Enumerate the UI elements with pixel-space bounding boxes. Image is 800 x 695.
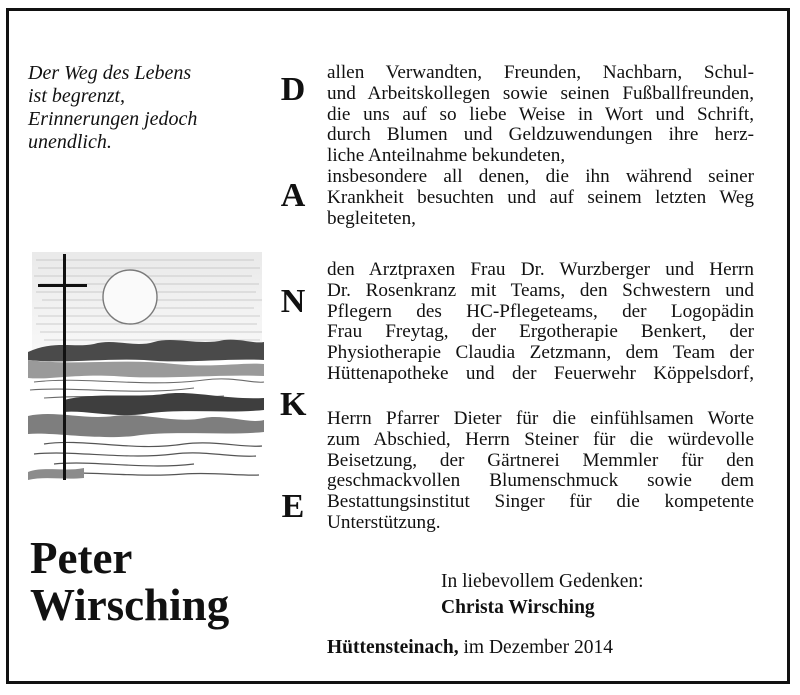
- thanks-paragraph-care: [327, 260, 754, 385]
- quote-line: Der Weg des Lebens: [28, 62, 192, 84]
- memory-line: In liebevollem Gedenken:: [441, 571, 644, 592]
- text-line: den Arztpraxen Frau Dr. Wurzberger und Herrn: [327, 259, 754, 280]
- date-text: im Dezember 2014: [463, 637, 613, 658]
- text-line: Hüttenapotheke und der Feuerwehr Köppelsdorf,: [327, 362, 754, 384]
- text-line: Unterstützung.: [327, 511, 441, 533]
- text-line: und Arbeitskollegen sowie seinen Fußballfreunden,: [327, 82, 754, 104]
- text-line: Bestattungsinstitut Singer für die kompetente: [327, 491, 754, 513]
- danke-letter-a: A: [280, 177, 306, 214]
- danke-letter-d: D: [280, 71, 306, 108]
- danke-letter-k: K: [280, 386, 307, 423]
- deceased-name: [30, 535, 229, 629]
- cross-landscape-drawing: [24, 248, 267, 488]
- cross-icon: [63, 254, 66, 480]
- text-line: allen Verwandten, Freunden, Nachbarn, Schul-: [327, 62, 754, 83]
- text-line: begleiteten,: [327, 207, 416, 229]
- text-line: Dr. Rosenkranz mit Teams, den Schwestern und: [327, 279, 754, 301]
- text-line: geschmackvollen Blumenschmuck sowie dem: [327, 470, 754, 492]
- text-line: Herrn Pfarrer Dieter für die einfühlsamen Worte: [327, 408, 754, 429]
- text-line: Frau Freytag, der Ergotherapie Benkert, der: [327, 321, 754, 343]
- text-line: durch Blumen und Geldzuwendungen ihre herz-: [327, 124, 754, 146]
- sun-icon: [103, 270, 157, 324]
- memorial-quote: [28, 62, 258, 154]
- danke-letter-n: N: [280, 283, 306, 320]
- text-line: Physiotherapie Claudia Zetzmann, dem Team der: [327, 342, 754, 364]
- quote-line: unendlich.: [28, 131, 112, 153]
- signer-name: Christa Wirsching: [441, 597, 595, 618]
- thanks-paragraph-family: [327, 63, 754, 229]
- quote-line: ist begrenzt,: [28, 85, 126, 107]
- text-line: liche Anteilnahme bekundeten,: [327, 145, 566, 167]
- last-name: Wirsching: [30, 580, 230, 630]
- quote-line: Erinnerungen jedoch: [28, 108, 198, 130]
- text-line: Beisetzung, der Gärtnerei Memmler für den: [327, 449, 754, 471]
- place-date: [327, 636, 613, 660]
- thanks-paragraph-funeral: [327, 409, 754, 534]
- first-name: Peter: [30, 533, 133, 583]
- place-name: Hüttensteinach,: [327, 637, 459, 658]
- text-line: Pflegern des HC-Pflegeteams, der Logopädin: [327, 300, 754, 322]
- text-line: Krankheit besuchten und auf seinem letzten Weg: [327, 186, 754, 208]
- text-line: zum Abschied, Herrn Steiner für die würdevolle: [327, 428, 754, 450]
- text-line: die uns auf so liebe Weise in Wort und Schrift,: [327, 103, 754, 125]
- text-line: insbesondere all denen, die ihn während seiner: [327, 165, 754, 187]
- danke-letter-e: E: [281, 488, 305, 525]
